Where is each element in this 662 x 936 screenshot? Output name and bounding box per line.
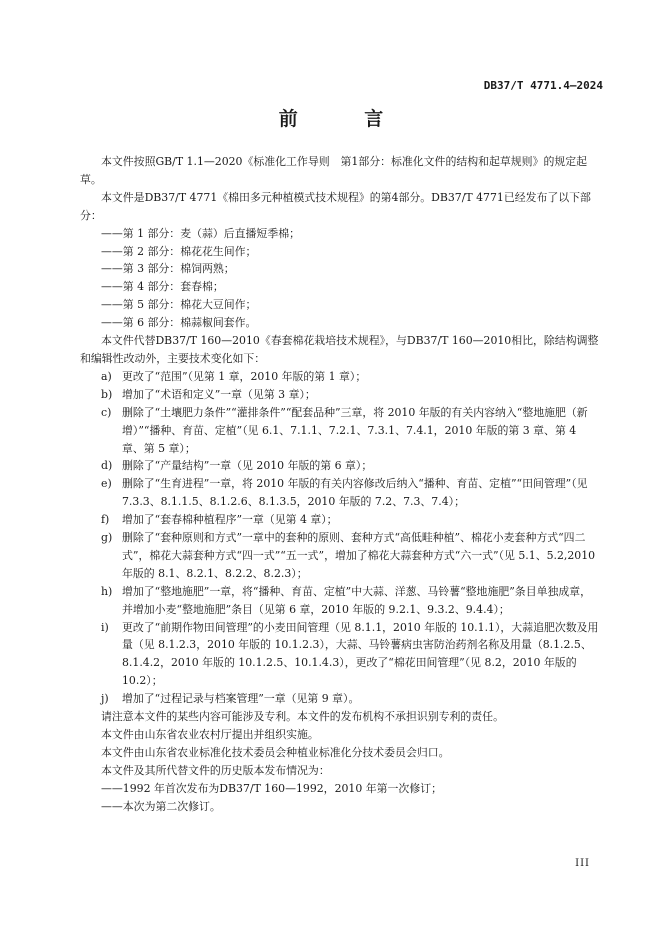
foreword-body: [80, 153, 600, 816]
page-title: 前 言: [278, 108, 414, 130]
list-item-label: i): [101, 620, 109, 634]
list-item: [80, 404, 600, 458]
list-item: [80, 529, 600, 583]
list-item: ——第 1 部分：麦（蒜）后直播短季棉；: [101, 226, 300, 240]
document-code: DB37/T 4771.4—2024: [483, 79, 603, 92]
paragraph-proposer: 本文件由山东省农业农村厅提出并组织实施。: [101, 728, 319, 741]
list-item: [80, 457, 600, 475]
paragraph-series-intro: 本文件是DB37/T 4771《棉田多元种植模式技术规程》的第4部分。DB37/T 4771已经发布了以下部分：: [80, 190, 591, 222]
list-item: ——第 5 部分：棉花大豆间作；: [101, 298, 257, 312]
list-item-label: d): [101, 459, 113, 473]
parts-list: [80, 225, 600, 332]
list-item: [80, 690, 600, 708]
list-item-text: 删除了“套种原则和方式”一章中的套种的原则、套种方式“高低畦种植”、棉花小麦套种方式“四二式”，棉花大蒜套种方式“四一式”“五一式”，增加了棉花大蒜套种方式“六一式”（见 5.1、5.2,2010 年版的 8.1、8.2.1、8.2.2、8.2.3）；: [122, 531, 596, 580]
list-item-text: 增加了“过程记录与档案管理”一章（见第 9 章）。: [122, 692, 360, 706]
paragraph-committee: 本文件由山东省农业标准化技术委员会种植业标准化分技术委员会归口。: [101, 745, 450, 759]
paragraph-history-intro: 本文件及其所代替文件的历史版本发布情况为：: [101, 763, 330, 777]
list-item: ——本次为第二次修订。: [101, 799, 221, 813]
list-item-label: f): [101, 513, 110, 527]
list-item: [80, 368, 600, 386]
list-item-label: a): [101, 369, 112, 383]
list-item: ——第 2 部分：棉花花生间作；: [101, 244, 257, 258]
page-number: III: [575, 858, 590, 869]
list-item: [80, 511, 600, 529]
list-item-text: 更改了“前期作物田间管理”的小麦田间管理（见 8.1.1，2010 年版的 10.1.1），大蒜追肥次数及用量（见 8.1.2.3，2010 年版的 10.1.2.3），大蒜、马铃薯病虫害防治药剂名称及用量（8.1.2.5、8.1.4.2，2010 年版的 10.1.2.5、10.1.4.3），更改了“棉花田间管理”（见 8.2，2010 年版的 10.2）；: [122, 620, 599, 688]
list-item: [80, 386, 600, 404]
list-item-text: 删除了“产量结构”一章（见 2010 年版的第 6 章）；: [122, 459, 373, 473]
list-item-text: 更改了“范围”（见第 1 章，2010 年版的第 1 章）；: [122, 369, 367, 383]
list-item: [80, 583, 600, 619]
list-item-text: 增加了“套春棉种植程序”一章（见第 4 章）；: [122, 513, 338, 527]
history-list: [80, 780, 600, 816]
list-item: ——1992 年首次发布为DB37/T 160—1992，2010 年第一次修订；: [101, 781, 442, 795]
list-item-text: 增加了“整地施肥”一章，将“播种、育苗、定植”中大蒜、洋葱、马铃薯“整地施肥”条目单独成章，并增加小麦“整地施肥”条目（见第 6 章，2010 年版的 9.2.1、9.3.2、9.4.4）；: [122, 584, 592, 616]
list-item-text: 删除了“土壤肥力条件”“灌排条件”“配套品种”三章，将 2010 年版的有关内容纳入“整地施肥（新增）”“播种、育苗、定植”（见 6.1、7.1.1、7.2.1、7.3.1、7.4.1，2010 年版的第 3 章、第 4 章、第 5 章）；: [122, 405, 588, 455]
list-item: [80, 619, 600, 691]
list-item-label: g): [101, 531, 113, 545]
list-item-text: 增加了“术语和定义”一章（见第 3 章）；: [122, 387, 316, 401]
list-item-label: h): [101, 584, 113, 598]
list-item: [80, 475, 600, 511]
list-item: ——第 6 部分：棉蒜椒间套作。: [101, 316, 257, 330]
paragraph-patent-notice: 请注意本文件的某些内容可能涉及专利。本文件的发布机构不承担识别专利的责任。: [101, 710, 504, 724]
paragraph-drafting-rules: 本文件按照GB/T 1.1—2020《标准化工作导则 第1部分：标准化文件的结构和起草规则》的规定起草。: [80, 155, 588, 186]
list-item: ——第 3 部分：棉饲两熟；: [101, 262, 235, 276]
list-item-label: j): [101, 692, 109, 706]
paragraph-replacement: 本文件代替DB37/T 160—2010《春套棉花栽培技术规程》，与DB37/T 160—2010相比，除结构调整和编辑性改动外，主要技术变化如下：: [80, 334, 599, 365]
list-item-text: 删除了“生育进程”一章，将 2010 年版的有关内容修改后纳入“播种、育苗、定植”“田间管理”（见 7.3.3、8.1.1.5、8.1.2.6、8.1.3.5，2010 年版的 7.2、7.3、7.4）；: [122, 477, 588, 509]
list-item-label: c): [101, 405, 112, 419]
changes-list: [80, 368, 600, 708]
list-item-label: e): [101, 477, 112, 491]
list-item-label: b): [101, 387, 113, 401]
list-item: ——第 4 部分：套春棉；: [101, 280, 224, 294]
